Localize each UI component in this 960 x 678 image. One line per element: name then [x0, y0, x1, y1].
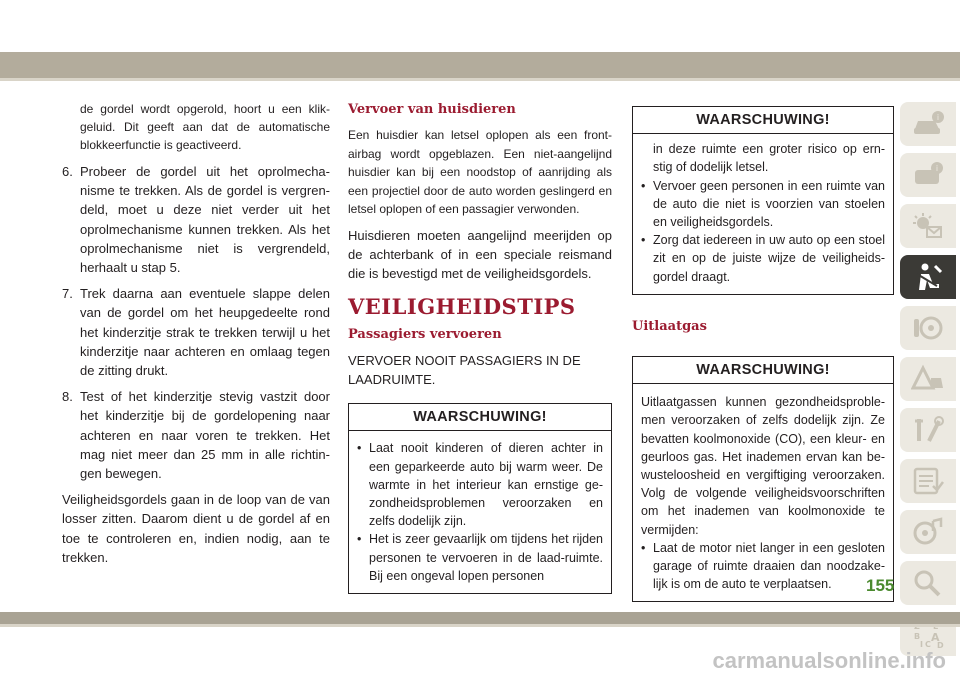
step-text: Trek daarna aan eventuele slappe delen van de gordel om het heupgedeelte rond het kinderzitje strak te trekken terwijl u het kinderzitje naar achteren en omlaag tegen de zitting drukt.: [80, 286, 330, 379]
passengers-text: VERVOER NOOIT PASSAGIERS IN DE LAADRUIMTE.: [348, 352, 581, 387]
warning-body: [633, 384, 893, 601]
tab-safety[interactable]: [900, 255, 956, 299]
bottom-band-line: [0, 624, 960, 627]
closing-paragraph: Veiligheidsgordels gaan in de loop van de van losser zitten. Daarom dient u de gordel af en toe te controleren en, indien nodig, aan te trekken.: [62, 492, 330, 565]
warning-body: [349, 431, 611, 593]
breakdown-triangle-icon: [911, 364, 945, 394]
footer-watermark: carmanualsonline.info: [712, 648, 946, 673]
warning-bullet: • Laat nooit kinderen of dieren achter in een geparkeerde auto bij warm weer. De warmte in het interieur kan ernstige ge-zondheidsproblemen veroorzaken en zelfs dodelijk zijn.: [357, 441, 603, 529]
svg-text:i: i: [936, 113, 940, 122]
column-2: [348, 100, 612, 594]
svg-text:D: D: [937, 641, 944, 649]
chapter-tabs: [900, 102, 960, 663]
warning-bullet: • Het is zeer gevaarlijk om tijdens het rijden personen te vervoeren in de laad-ruimte. Bij een ongeval lopen personen: [357, 532, 603, 583]
column-1: [62, 100, 330, 574]
warning-light-icon: [911, 211, 945, 241]
multimedia-icon: [911, 517, 945, 547]
svg-text:i: i: [935, 164, 939, 173]
tab-maintenance[interactable]: [900, 408, 956, 452]
svg-text:C: C: [925, 640, 931, 649]
pets-paragraph-2: Huisdieren moeten aangelijnd meerijden op de achterbank of in een speciale reismand die is bevestigd met de veiligheidsgordels.: [348, 227, 612, 282]
tools-icon: [911, 415, 945, 445]
column-3: [632, 106, 894, 602]
warning-box: [348, 403, 612, 594]
page-number: 155: [866, 576, 895, 595]
step-text: Test of het kinderzitje stevig vastzit door het kinderzitje bij de gordelopening naar achteren en naar voren te trekken. Het mag niet meer dan 25 mm in alle richtin-gen bewegen.: [80, 389, 330, 482]
step-number: 6.: [62, 164, 73, 179]
step-8: [62, 387, 330, 483]
tab-driving[interactable]: [900, 306, 956, 350]
step-number: 8.: [62, 389, 73, 405]
exhaust-heading: Uitlaatgas: [632, 318, 707, 334]
pets-paragraph-1: Een huisdier kan letsel oplopen als een front-airbag wordt opgeblazen. Een niet-aangelijnd huisdier kan bij een noodstop of aanrijding als een projectiel door de auto worden geslingerd en letsel oplopen of een passagier verwonden.: [348, 128, 612, 217]
tab-instrument-panel[interactable]: [900, 153, 956, 197]
passengers-heading: Passagiers vervoeren: [348, 326, 502, 342]
tab-car-info[interactable]: [900, 102, 956, 146]
warning-title: WAARSCHUWING!: [349, 404, 611, 431]
continuation-text: de gordel wordt opgerold, hoort u een klik-geluid. Dit geeft aan dat de automatische blokkeerfunctie is geactiveerd.: [80, 102, 330, 152]
step-7: [62, 284, 330, 380]
search-icon: [911, 568, 945, 598]
step-number: 7.: [62, 286, 73, 302]
warning-title: WAARSCHUWING!: [633, 357, 893, 384]
instrument-panel-icon: [911, 160, 945, 190]
tab-multimedia[interactable]: [900, 510, 956, 554]
steering-wheel-icon: [911, 313, 945, 343]
svg-text:B: B: [914, 632, 921, 641]
warning-bullet: • Zorg dat iedereen in uw auto op een stoel zit en op de juiste wijze de veiligheids-gordel draagt.: [641, 233, 885, 284]
warning-title: WAARSCHUWING!: [633, 107, 893, 134]
safety-tips-heading: VEILIGHEIDSTIPS: [348, 294, 576, 320]
tab-emergency[interactable]: [900, 357, 956, 401]
step-6: [62, 162, 330, 277]
tab-warning-lights[interactable]: [900, 204, 956, 248]
top-band-line: [0, 78, 960, 81]
warning-bullet: • Vervoer geen personen in een ruimte van de auto die niet is voorzien van stoelen en veiligheidsgordels.: [641, 178, 885, 230]
tab-service[interactable]: [900, 459, 956, 503]
exhaust-warning-box: [632, 356, 894, 602]
tab-search[interactable]: [900, 561, 956, 605]
seatbelt-icon: [911, 262, 945, 292]
warning-body: [633, 134, 893, 294]
warning-bullet: • Laat de motor niet langer in een gesloten garage of ruimte draaien dan noodzake-lijk is om de auto te verplaatsen.: [641, 540, 885, 592]
svg-text:I: I: [920, 640, 923, 649]
service-checklist-icon: [911, 466, 945, 496]
svg-text:A: A: [931, 631, 940, 644]
pets-heading: Vervoer van huisdieren: [348, 102, 516, 117]
bottom-band: [0, 612, 960, 624]
warning-box-continued: [632, 106, 894, 295]
exhaust-warning-text: Uitlaatgassen kunnen gezondheidsproble-men veroorzaken of zelfs dodelijk zijn. Ze bevatten koolmonoxide (CO), een kleur- en geurloos gas. Het inademen ervan kan be-wusteloosheid en vergiftiging veroorzaken. Volg de volgende veiligheidsvoorschriften om het inademen van koolmonoxide te vermijden:: [641, 395, 885, 537]
warning-continuation: in deze ruimte een groter risico op ern-stig of dodelijk letsel.: [653, 142, 885, 175]
top-band: [0, 52, 960, 78]
step-text: Probeer de gordel uit het oprolmecha-nisme te trekken. Als de gordel is vergren-deld, moet u deze niet verder uit het oprolmechanisme kunnen trekken. Als het oprolmechanisme niet is vergrendeld, herhaalt u stap 5.: [80, 164, 330, 276]
car-info-icon: [911, 109, 945, 139]
